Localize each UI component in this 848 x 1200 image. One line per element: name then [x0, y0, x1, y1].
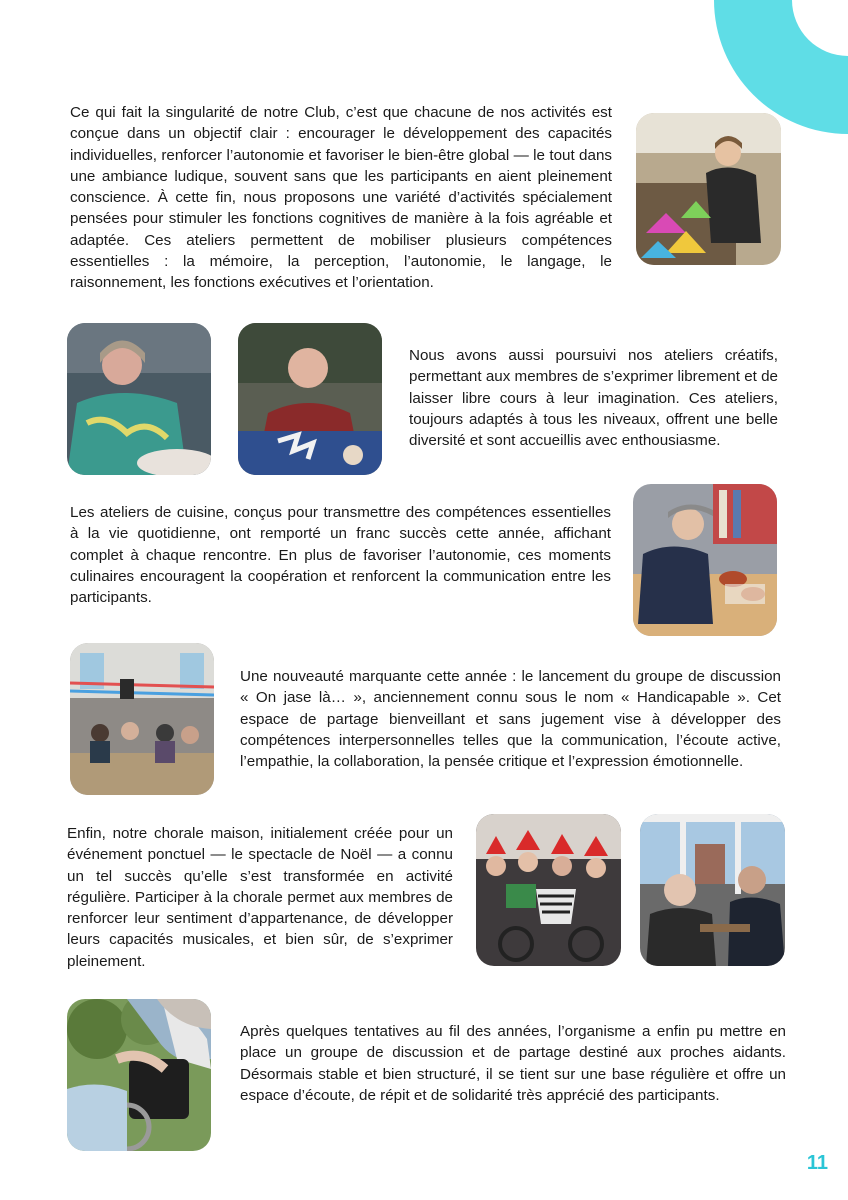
- paragraph-creative-workshops: Nous avons aussi poursuivi nos ateliers créatifs, permettant aux membres de s’exprimer librement et de laisser libre cours à leur imagination. Ces ateliers, toujours adaptés à tous les niveaux, offrent une belle diversité et sont accueillis avec enthousiasme.: [409, 347, 778, 450]
- photo-discussion-group: [70, 643, 214, 795]
- paragraph-choir: Enfin, notre chorale maison, initialement créée pour un événement ponctuel — le spectacle de Noël — a connu un tel succès qu’elle s’est transformée en activité régulière. Participer à la chorale permet aux membres de renforcer leur sentiment d’appartenance, de développer leurs capacités musicales, et bien sûr, de s’exprimer pleinement.: [67, 825, 453, 970]
- photo-caregiver-wheelchair: [67, 999, 211, 1151]
- photo-cooking-workshop: [633, 484, 777, 636]
- page-number: 11: [806, 1152, 828, 1174]
- paragraph-caregivers-group: Après quelques tentatives au fil des années, l’organisme a enfin pu mettre en place un groupe de discussion et de partage destiné aux proches aidants. Désormais stable et bien structuré, il se tient sur une base régulière et offre un espace d’écoute, de répit et de solidarité très apprécié des participants.: [240, 1023, 786, 1104]
- paragraph-discussion-group: Une nouveauté marquante cette année : le lancement du groupe de discussion « On jase là… », anciennement connu sous le nom « Handicapable ». Cet espace de partage bienveillant et sans jugement vise à développer des compétences interpersonnelles telles que la communication, l’écoute active, l’empathie, la collaboration, la pensée critique et l’expression émotionnelle.: [240, 668, 781, 771]
- photo-creative-workshop-man: [238, 323, 382, 475]
- photo-creative-workshop-woman: [67, 323, 211, 475]
- photo-choir-members-chatting: [640, 814, 785, 966]
- paragraph-cooking-workshops: Les ateliers de cuisine, conçus pour transmettre des compétences essentielles à la vie quotidienne, ont remporté un franc succès cette année, affichant complet à chaque rencontre. En plus de favoriser l’autonomie, ces moments culinaires encouragent la coopération et renforcent la communication entre les participants.: [70, 504, 611, 607]
- photo-magnetic-tiles-activity: [636, 113, 781, 265]
- paragraph-cognitive-activities: Ce qui fait la singularité de notre Club, c’est que chacune de nos activités est conçue dans un objectif clair : encourager le développement des capacités individuelles, renforcer l’autonomie et favoriser le bien-être global — le tout dans une ambiance ludique, souvent sans que les participants en aient pleinement conscience. À cette fin, nous proposons une variété d’activités spécialement pensées pour stimuler les fonctions cognitives de manière à la fois agréable et adaptée. Ces ateliers permettent de mobiliser plusieurs compétences essentielles : la mémoire, la perception, l’autonomie, le langage, le raisonnement, les fonctions exécutives et l’orientation.: [70, 104, 612, 292]
- photo-christmas-choir: [476, 814, 621, 966]
